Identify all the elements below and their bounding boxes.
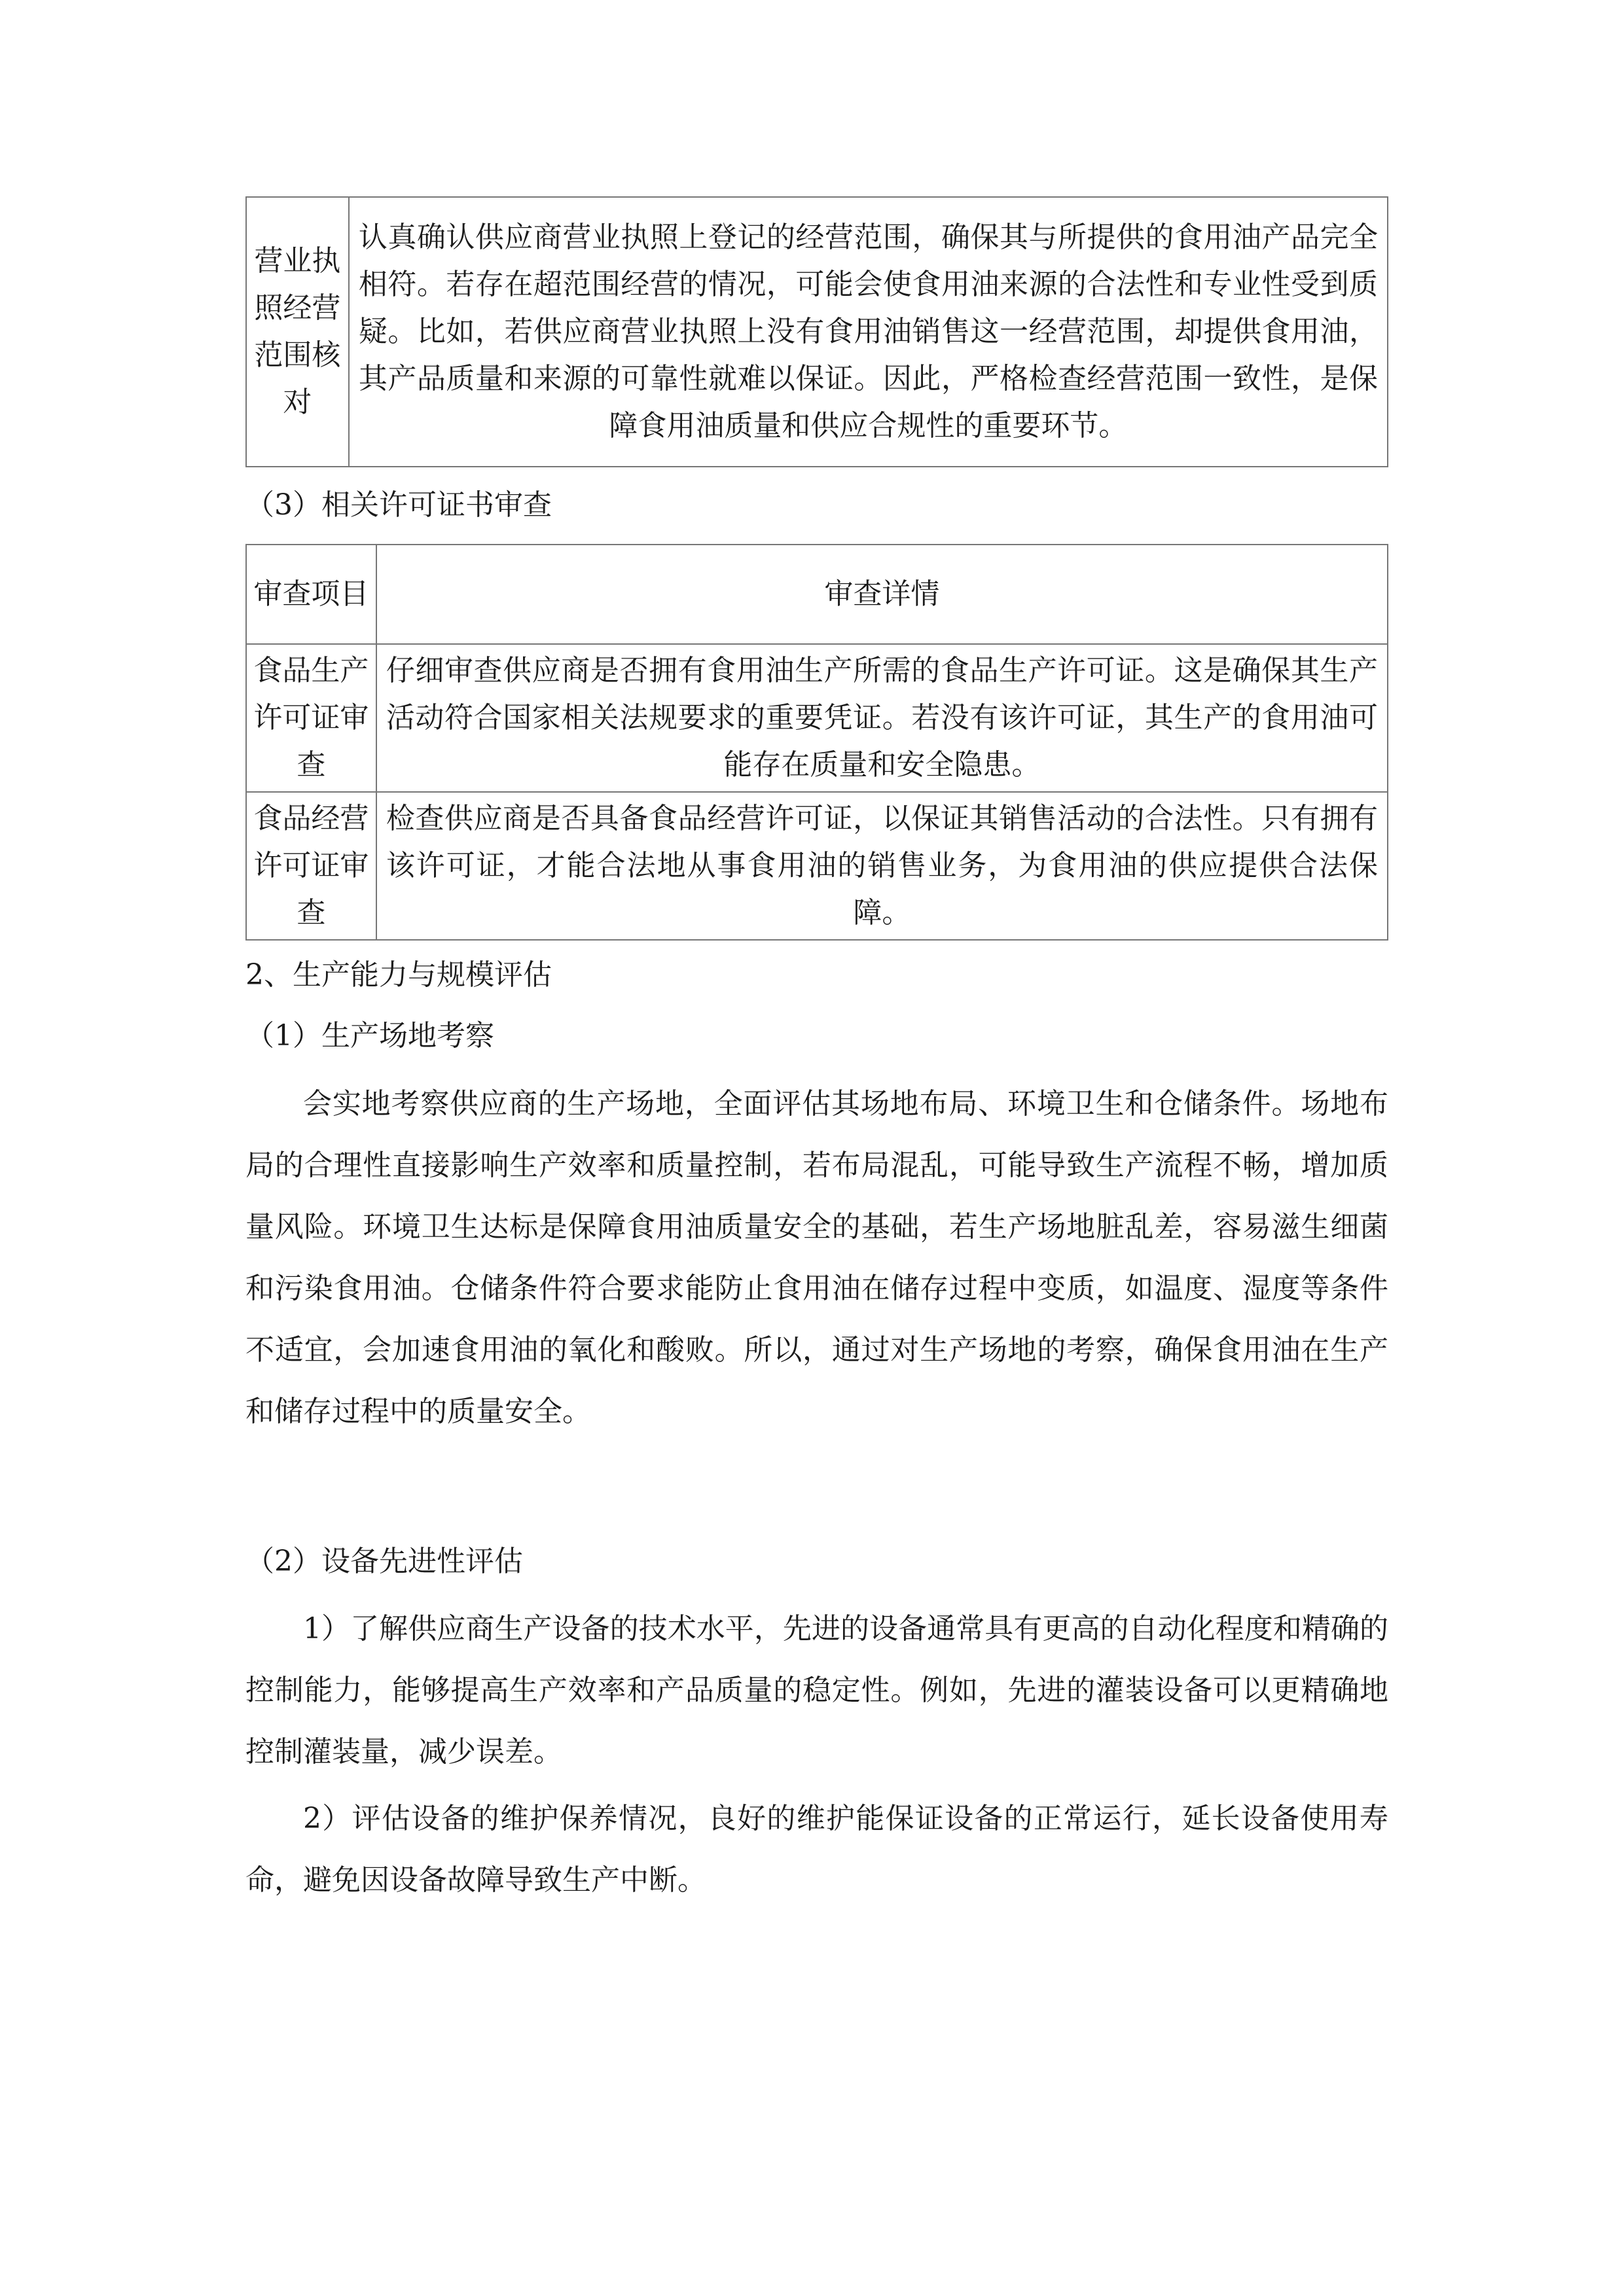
business-license-table <box>245 196 1388 467</box>
row-content: 仔细审查供应商是否拥有食用油生产所需的食品生产许可证。这是确保其生产活动符合国家相关法规要求的重要凭证。若没有该许可证，其生产的食用油可能存在质量和安全隐患。 <box>376 644 1388 792</box>
table-row <box>246 197 1388 467</box>
table-row <box>246 644 1388 792</box>
row-label: 营业执照经营范围核对 <box>246 197 349 467</box>
column-header-item: 审查项目 <box>246 545 376 644</box>
license-review-table <box>245 544 1388 941</box>
subsection-2-heading: （2）设备先进性评估 <box>245 1545 523 1578</box>
table-header-row <box>246 545 1388 644</box>
row-label: 食品生产许可证审查 <box>246 644 376 792</box>
site-inspection-paragraph: 会实地考察供应商的生产场地，全面评估其场地布局、环境卫生和仓储条件。场地布局的合理性直接影响生产效率和质量控制，若布局混乱，可能导致生产流程不畅，增加质量风险。环境卫生达标是保障食用油质量安全的基础，若生产场地脏乱差，容易滋生细菌和污染食用油。仓储条件符合要求能防止食用油在储存过程中变质，如温度、湿度等条件不适宜，会加速食用油的氧化和酸败。所以，通过对生产场地的考察，确保食用油在生产和储存过程中的质量安全。 <box>245 1087 1388 1428</box>
column-header-detail: 审查详情 <box>376 545 1388 644</box>
section-3-heading: （3）相关许可证书审查 <box>245 488 552 522</box>
equipment-paragraph-2: 2）评估设备的维护保养情况，良好的维护能保证设备的正常运行，延长设备使用寿命，避免因设备故障导致生产中断。 <box>245 1802 1388 1897</box>
equipment-paragraph-1: 1）了解供应商生产设备的技术水平，先进的设备通常具有更高的自动化程度和精确的控制能力，能够提高生产效率和产品质量的稳定性。例如，先进的灌装设备可以更精确地控制灌装量，减少误差。 <box>245 1612 1388 1768</box>
subsection-1-heading: （1）生产场地考察 <box>245 1019 494 1052</box>
row-label: 食品经营许可证审查 <box>246 792 376 940</box>
section-2-heading: 2、生产能力与规模评估 <box>245 958 552 992</box>
row-content: 检查供应商是否具备食品经营许可证，以保证其销售活动的合法性。只有拥有该许可证，才能合法地从事食用油的销售业务，为食用油的供应提供合法保障。 <box>376 792 1388 940</box>
row-content: 认真确认供应商营业执照上登记的经营范围，确保其与所提供的食用油产品完全相符。若存在超范围经营的情况，可能会使食用油来源的合法性和专业性受到质疑。比如，若供应商营业执照上没有食用油销售这一经营范围，却提供食用油，其产品质量和来源的可靠性就难以保证。因此，严格检查经营范围一致性，是保障食用油质量和供应合规性的重要环节。 <box>349 197 1388 467</box>
table-row <box>246 792 1388 940</box>
